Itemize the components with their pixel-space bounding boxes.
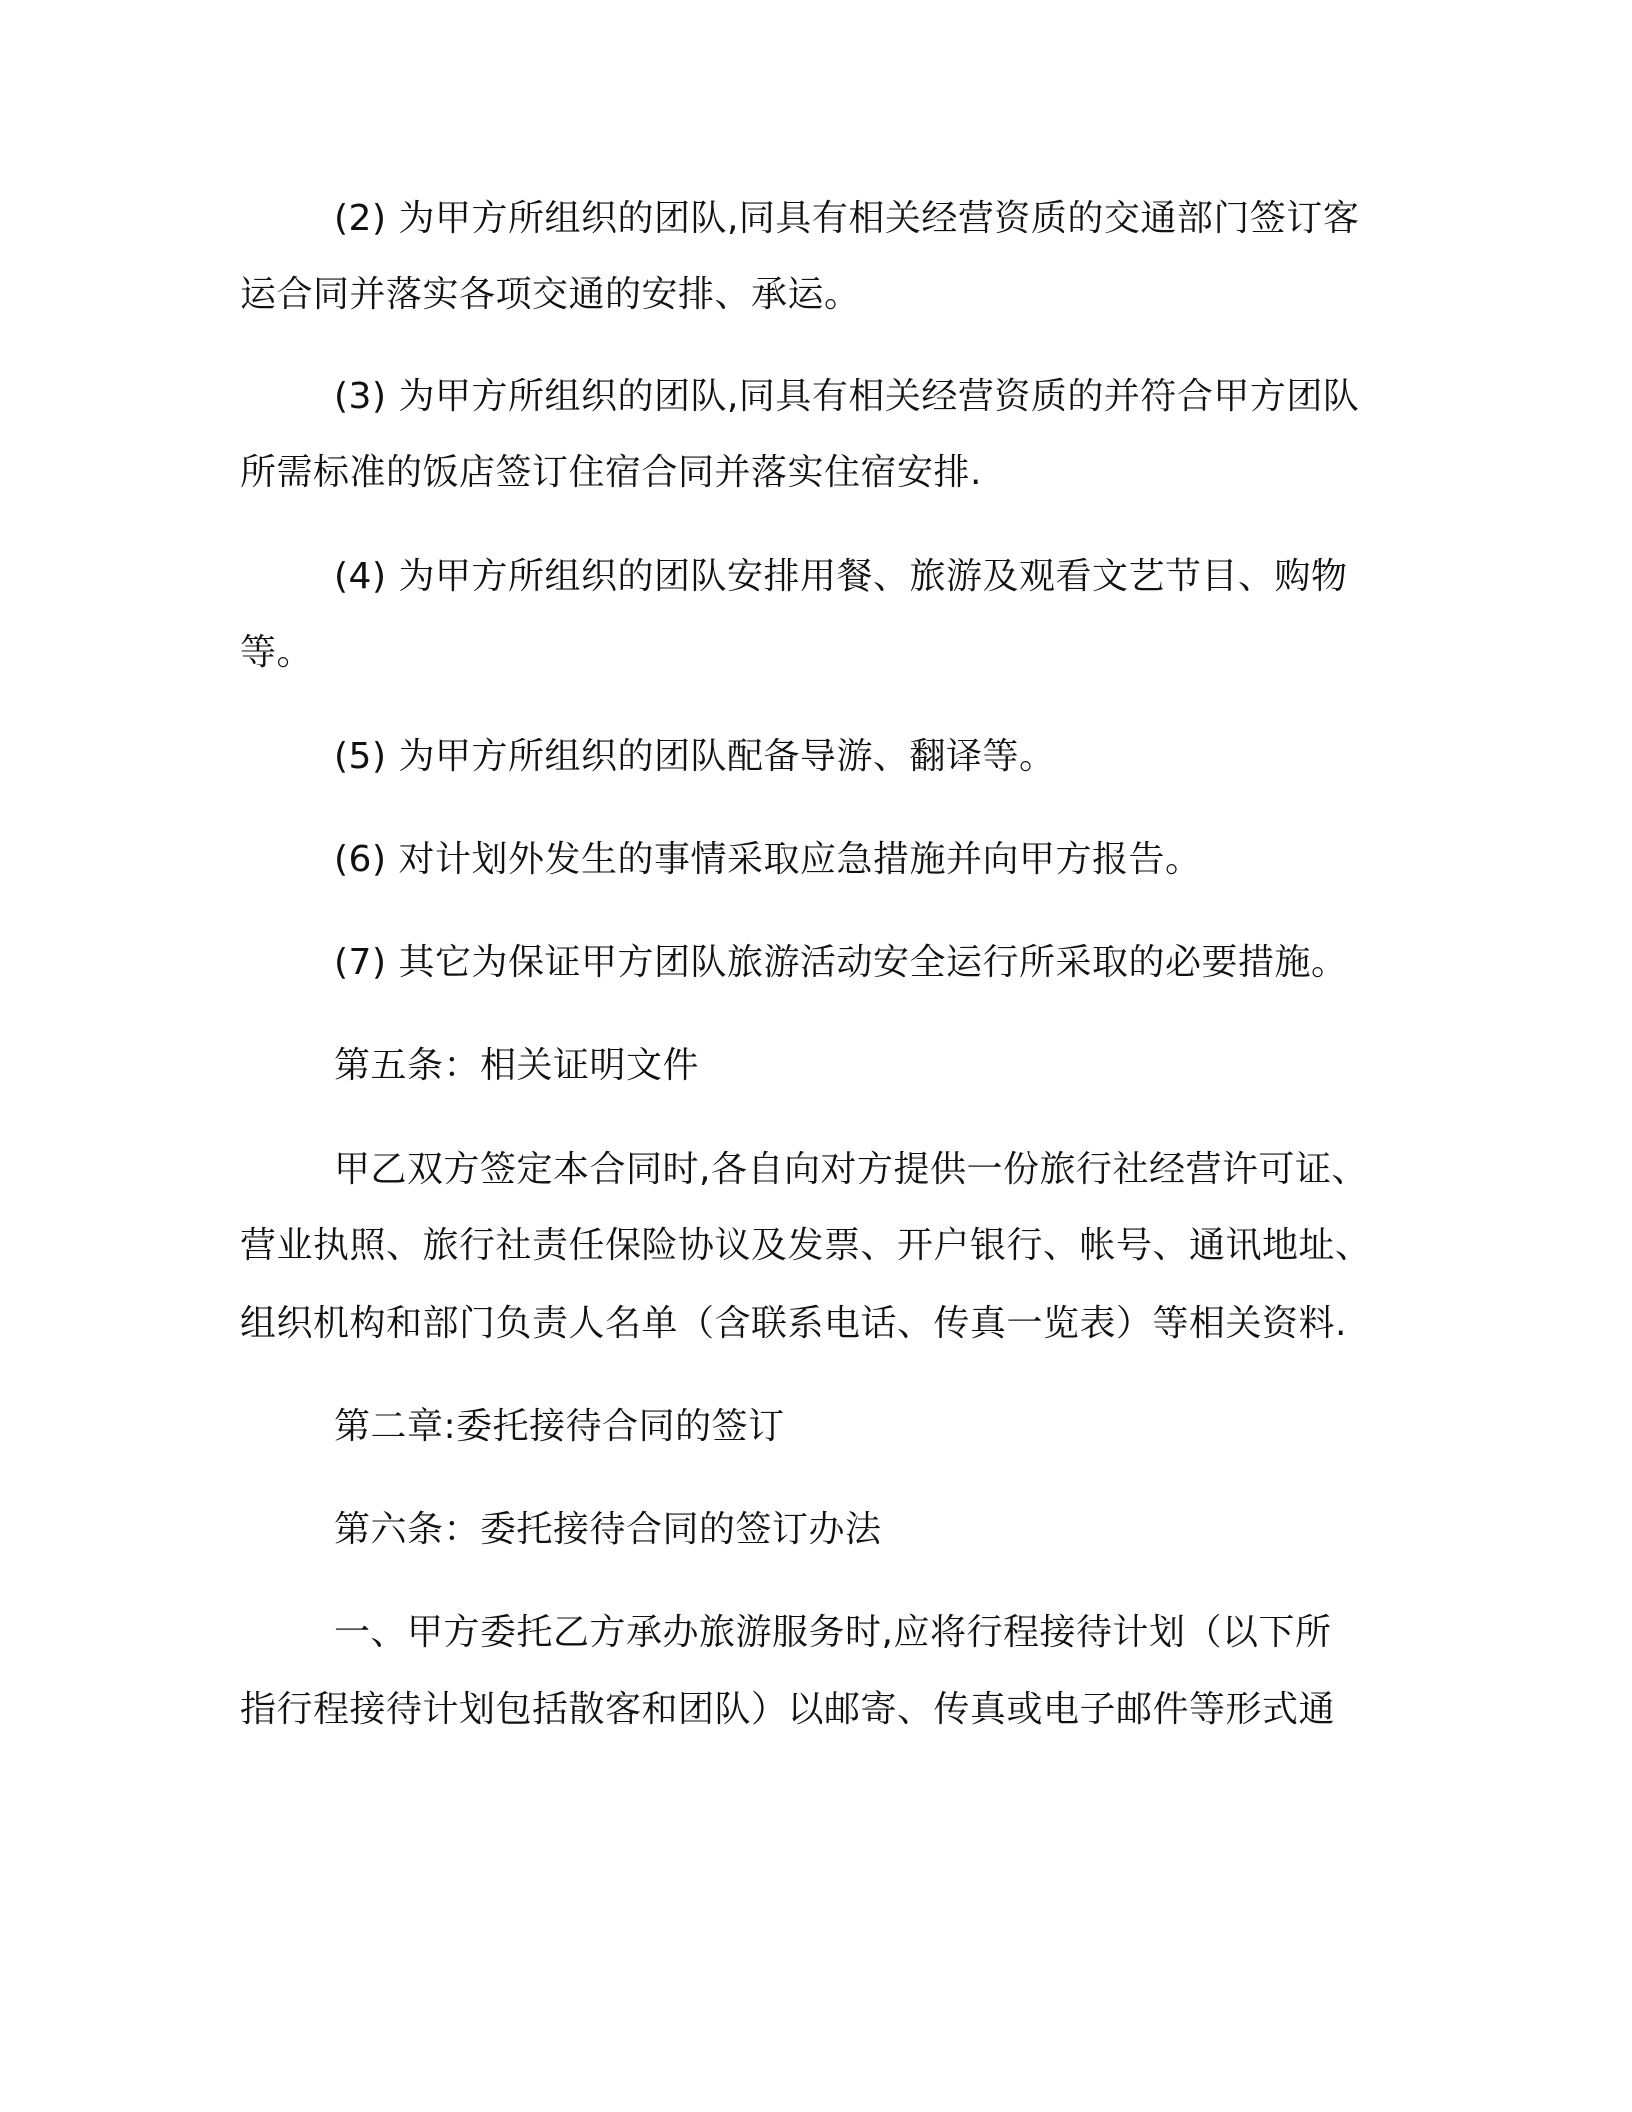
text-line: (2) 为甲方所组织的团队,同具有相关经营资质的交通部门签订客 xyxy=(334,198,1360,239)
text-line: (3) 为甲方所组织的团队,同具有相关经营资质的并符合甲方团队 xyxy=(334,376,1360,417)
text-line: 一、甲方委托乙方承办旅游服务时,应将行程接待计划（以下所 xyxy=(334,1612,1332,1653)
text-line: (7) 其它为保证甲方团队旅游活动安全运行所采取的必要措施。 xyxy=(334,942,1348,983)
section-heading: 第六条：委托接待合同的签订办法 xyxy=(334,1509,882,1550)
text-line: 运合同并落实各项交通的安排、承运。 xyxy=(240,274,861,315)
section-heading: 第五条：相关证明文件 xyxy=(334,1045,700,1086)
text-line: 指行程接待计划包括散客和团队）以邮寄、传真或电子邮件等形式通 xyxy=(240,1689,1336,1730)
text-line: 所需标准的饭店签订住宿合同并落实住宿安排. xyxy=(240,452,982,493)
text-line: (6) 对计划外发生的事情采取应急措施并向甲方报告。 xyxy=(334,839,1202,880)
text-line: 甲乙双方签定本合同时,各自向对方提供一份旅行社经营许可证、 xyxy=(334,1149,1368,1190)
chapter-heading: 第二章:委托接待合同的签订 xyxy=(334,1406,785,1447)
text-line: 组织机构和部门负责人名单（含联系电话、传真一览表）等相关资料. xyxy=(240,1303,1347,1344)
text-line: 营业执照、旅行社责任保险协议及发票、开户银行、帐号、通讯地址、 xyxy=(240,1225,1372,1266)
text-line: (4) 为甲方所组织的团队安排用餐、旅游及观看文艺节目、购物 xyxy=(334,556,1348,597)
text-line: 等。 xyxy=(240,632,314,673)
text-line: (5) 为甲方所组织的团队配备导游、翻译等。 xyxy=(334,736,1056,777)
